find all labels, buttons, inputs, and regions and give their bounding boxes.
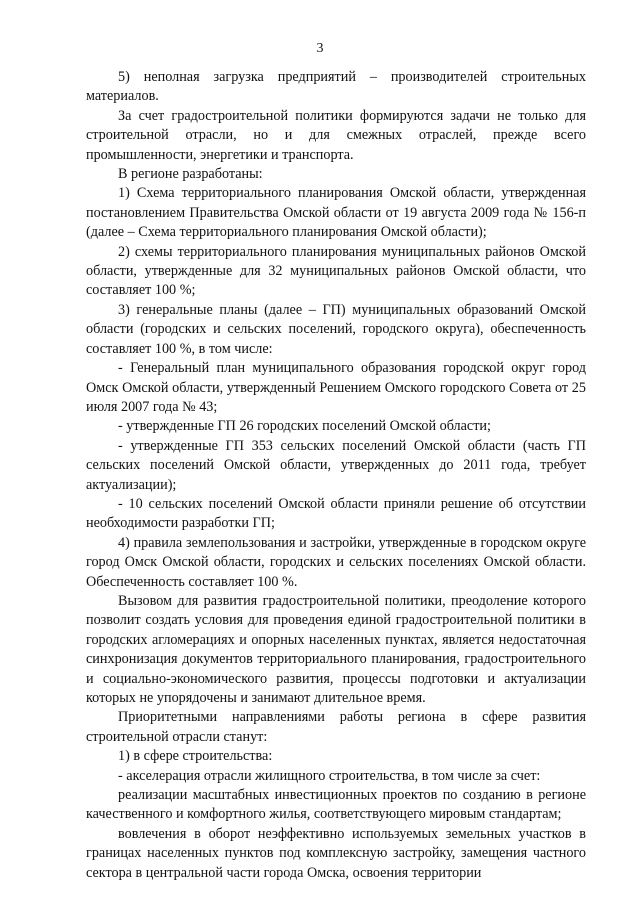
list-item-rural-settlements: - утвержденные ГП 353 сельских поселений Омской области (часть ГП сельских поселений Омской области, утвержденных до 2011 года, требует актуализации); <box>86 437 586 493</box>
paragraph-land-use-rules: 4) правила землепользования и застройки, утвержденные в городском округе город Омск Омской области, городских и сельских поселениях Омской области. Обеспеченность составляет 100 %. <box>86 534 586 590</box>
list-item-no-plan-needed: - 10 сельских поселений Омской области приняли решение об отсутствии необходимости разработки ГП; <box>86 495 586 532</box>
paragraph-general-plans: 3) генеральные планы (далее – ГП) муниципальных образований Омской области (городских и сельских поселений, городского округа), обеспеченность составляет 100 %, в том числе: <box>86 301 586 357</box>
paragraph-territorial-scheme: 1) Схема территориального планирования Омской области, утвержденная постановлением Правительства Омской области от 19 августа 2009 года № 156-п (далее – Схема территориального планирования Омской области); <box>86 185 586 241</box>
paragraph-incomplete-loading: 5) неполная загрузка предприятий – производителей строительных материалов. <box>86 69 586 105</box>
paragraph-construction-sphere: 1) в сфере строительства: <box>118 748 273 765</box>
paragraph-land-involvement: вовлечения в оборот неэффективно используемых земельных участков в границах населенных пунктов под комплексную застройку, замещения частного сектора в центральной части города Омска, освоения территории <box>86 825 586 881</box>
paragraph-priorities: Приоритетными направлениями работы региона в сфере развития строительной отрасли станут: <box>86 709 586 745</box>
document-body <box>86 68 586 883</box>
list-item-omsk-general-plan: - Генеральный план муниципального образования городской округ город Омск Омской области, утвержденный Решением Омского городского Совета от 25 июля 2007 года № 43; <box>86 360 586 415</box>
paragraph-urban-policy-tasks: За счет градостроительной политики формируются задачи не только для строительной отрасли, но и для смежных отраслей, прежде всего промышленности, энергетики и транспорта. <box>86 107 586 163</box>
paragraph-municipal-schemes: 2) схемы территориального планирования муниципальных районов Омской области, утвержденные для 32 муниципальных районов Омской области, что составляет 100 %; <box>86 243 586 299</box>
paragraph-challenge: Вызовом для развития градостроительной политики, преодоление которого позволит создать условия для проведения единой градостроительной политики в городских агломерациях и опорных населенных пунктах, является недостаточная синхронизация документов территориального планирования, градостроительного и социально-экономического развития, процессы подготовки и актуализации которых не упорядочены и занимают длительное время. <box>86 592 586 706</box>
page-number: 3 <box>316 41 324 56</box>
list-item-housing-acceleration: - акселерация отрасли жилищного строительства, в том числе за счет: <box>118 767 541 784</box>
paragraph-investment-projects: реализации масштабных инвестиционных проектов по созданию в регионе качественного и комфортного жилья, соответствующего мировым стандартам; <box>86 787 586 823</box>
list-item-urban-settlements: - утвержденные ГП 26 городских поселений Омской области; <box>118 418 491 435</box>
paragraph-region-developed: В регионе разработаны: <box>118 166 263 183</box>
